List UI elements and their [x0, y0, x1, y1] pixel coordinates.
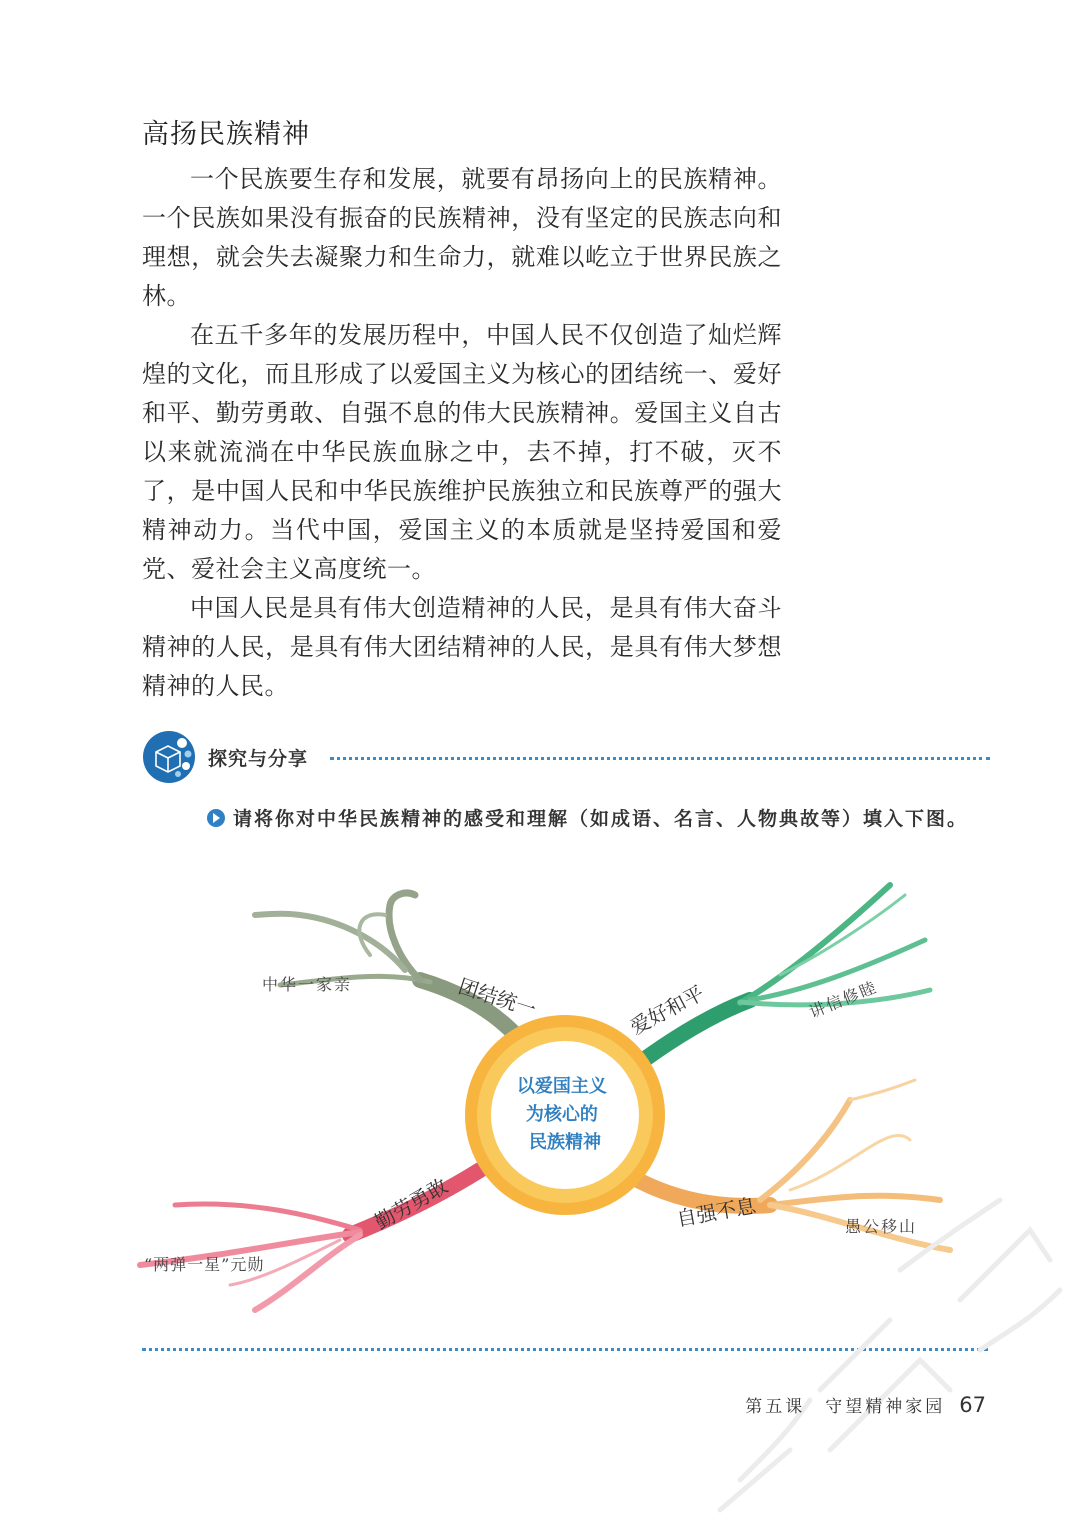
- body-text: [142, 160, 782, 706]
- branch-label-diligence: 勤劳勇敢: [370, 1173, 452, 1235]
- branch-label-peace: 爱好和平: [626, 980, 708, 1040]
- explore-cube-icon: [142, 730, 196, 784]
- svg-text:以爱国主义 为核心的 民族精神: [517, 1075, 613, 1153]
- paragraph-3: 中国人民是具有伟大创造精神的人民，是具有伟大奋斗精神的人民，是具有伟大团结精神的人民，是具有伟大梦想精神的人民。: [142, 594, 782, 700]
- example-peace: 讲信修睦: [806, 977, 881, 1022]
- arrow-bullet-icon: [207, 809, 225, 827]
- example-unity: 中华一家亲: [262, 975, 353, 994]
- paragraph-2: 在五千多年的发展历程中，中国人民不仅创造了灿烂辉煌的文化，而且形成了以爱国主义为核心的团结统一、爱好和平、勤劳勇敢、自强不息的伟大民族精神。爱国主义自古以来就流淌在中华民族血脉之中，去不掉，打不破，灭不了，是中国人民和中华民族维护民族独立和民族尊严的强大精神动力。当代中国，爱国主义的本质就是坚持爱国和爱党、爱社会主义高度统一。: [142, 321, 782, 583]
- page-footer: [745, 1392, 986, 1417]
- example-self-improvement: 愚公移山: [845, 1217, 918, 1236]
- center-line-3: 民族精神: [529, 1132, 601, 1153]
- section-heading: 高扬民族精神: [142, 119, 310, 150]
- explore-header: [142, 730, 992, 786]
- instruction-text: 请将你对中华民族精神的感受和理解（如成语、名言、人物典故等）填入下图。: [233, 808, 969, 830]
- dotted-divider-top: [330, 757, 990, 760]
- page-number: 67: [959, 1393, 986, 1417]
- center-node: [465, 1015, 665, 1215]
- branch-peace: [630, 885, 930, 1070]
- branch-label-unity: 团结统一: [455, 973, 539, 1022]
- center-line-1: 以爱国主义: [516, 1076, 607, 1097]
- center-line-2: 为核心的: [525, 1104, 598, 1125]
- watermark: [700, 1150, 1080, 1527]
- lesson-title: 第五课 守望精神家园: [745, 1397, 946, 1417]
- branch-label-self-improvement: 自强不息: [674, 1193, 758, 1231]
- explore-instruction: [165, 802, 975, 836]
- explore-title: 探究与分享: [208, 748, 309, 770]
- example-diligence: “两弹一星”元勋: [144, 1255, 265, 1274]
- paragraph-1: 一个民族要生存和发展，就要有昂扬向上的民族精神。一个民族如果没有振奋的民族精神，没有坚定的民族志向和理想，就会失去凝聚力和生命力，就难以屹立于世界民族之林。: [142, 165, 782, 310]
